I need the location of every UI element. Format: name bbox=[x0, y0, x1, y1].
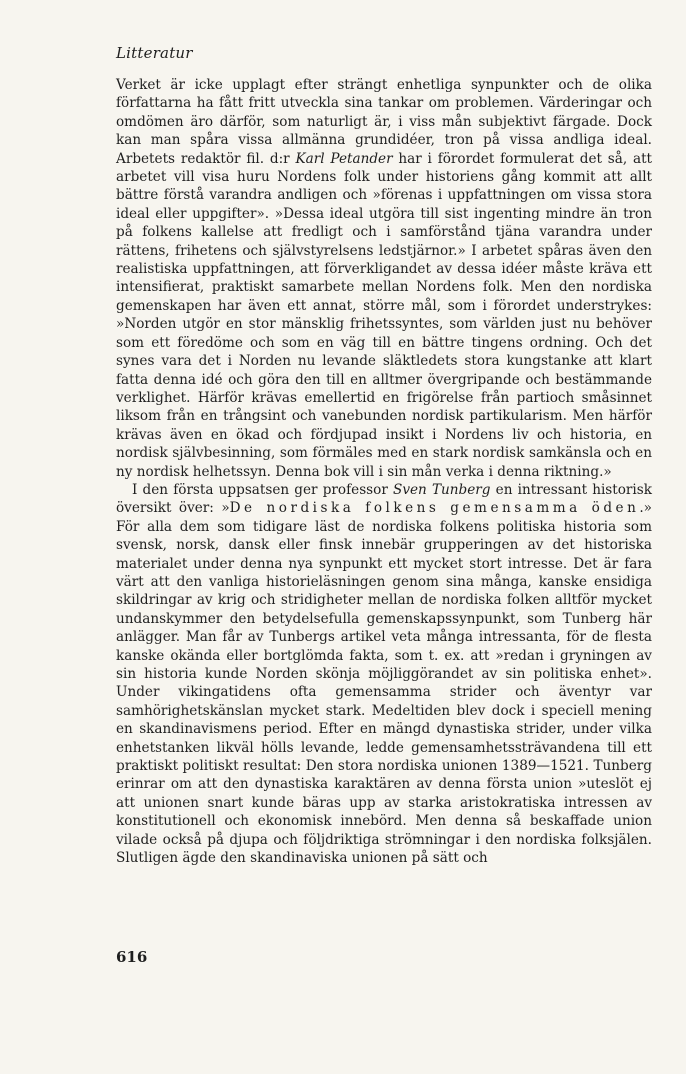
text-segment: har i förordet formulerat det så, att arbetet vill visa huru Nordens folk under historiens gång kommit att allt bättre förstå varandra andligen och »förenas i uppfattningen om vissa stora ideal eller uppgifter». »Dessa ideal utgöra till sist ingenting mindre än tron på folkens kallelse att fredligt och i samförstånd tjäna varandra under rättens, frihetens och självstyrelsens ledstjärnor.» I arbetet spåras även den realistiska uppfattningen, att förverkligandet av dessa idéer måste kräva ett intensifierat, praktiskt samarbete mellan Nordens folk. Men den nordiska gemenskapen har även ett annat, större mål, som i förordet understrykes: »Norden utgör en stor mänsklig frihetssyntes, som världen just nu behöver som ett föredöme och som en väg till en bättre tingens ordning. Och det synes vara det i Norden nu levande släktledets stora kungstanke att klart fatta denna idé och göra den till en alltmer övergripande och bestämmande verklighet. Härför krävas emellertid en frigörelse från partioch småsinnet liksom från en trångsint och vanebunden nordisk partikularism. Men härför krävas även en ökad och fördjupad insikt i Nordens liv och historia, en nordisk självbesinning, som förmäles med en stark nordisk samkänsla och en ny nordisk helhetssyn. Denna bok vill i sin mån verka i denna riktning.» bbox=[116, 150, 652, 480]
paragraph-2 bbox=[116, 481, 652, 868]
page-number: 616 bbox=[116, 948, 148, 966]
text-segment: en intressant historisk översikt över: » bbox=[116, 481, 652, 517]
paragraph-1 bbox=[116, 76, 652, 481]
author-name: Karl Petander bbox=[295, 150, 393, 167]
text-segment: .» För alla dem som tidigare läst de nordiska folkens politiska historia som svensk, norsk, dansk eller finsk innebär grupperingen av det historiska materialet under denna nya synpunkt ett mycket stort intresse. Det är fara värt att den vanliga historieläsningen genom sina många, kanske ensidiga skildringar av krig och stridigheter mellan de nordiska folken alltför mycket undanskymmer den betydelsefulla gemenskapssynpunkt, som Tunberg här anlägger. Man får av Tunbergs artikel veta många intressanta, för de flesta kanske okända eller bortglömda fakta, som t. ex. att »redan i gryningen av sin historia kunde Norden skönja möjliggörandet av sin politiska enhet». Under vikingatidens ofta gemensamma strider och äventyr var samhörighetskänslan mycket stark. Medeltiden blev dock i speciell mening en skandinavismens period. Efter en mängd dynastiska strider, under vilka enhetstanken likväl hölls levande, ledde gemensamhetssträvandena till ett praktiskt politiskt resultat: Den stora nordiska unionen 1389—1521. Tunberg erinrar om att den dynastiska karaktären av denna första union »uteslöt ej att unionen snart kunde bäras upp av starka aristokratiska intressen av konstitutionell och ekonomisk innebörd. Men denna så beskaffade union vilade också på djupa och följdriktiga strömningar i den nordiska folksjälen. Slutligen ägde den skandinaviska unionen på sätt och bbox=[116, 500, 652, 867]
running-head: Litteratur bbox=[116, 44, 193, 62]
body-text bbox=[116, 76, 652, 867]
author-name: Sven Tunberg bbox=[393, 481, 491, 498]
essay-title: De nordiska folkens gemensamma öden bbox=[229, 500, 640, 517]
text-segment: Verket är icke upplagt efter strängt enhetliga synpunkter och de olika författarna ha fått fritt utveckla sina tankar om problemen. Värderingar och omdömen äro därför, som naturligt är, i viss mån subjektivt färgade. Dock kan man spåra vissa allmänna grundidéer, tron på vissa andliga ideal. Arbetets redaktör fil. d:r bbox=[116, 77, 652, 167]
text-segment: I den första uppsatsen ger professor bbox=[132, 481, 393, 498]
